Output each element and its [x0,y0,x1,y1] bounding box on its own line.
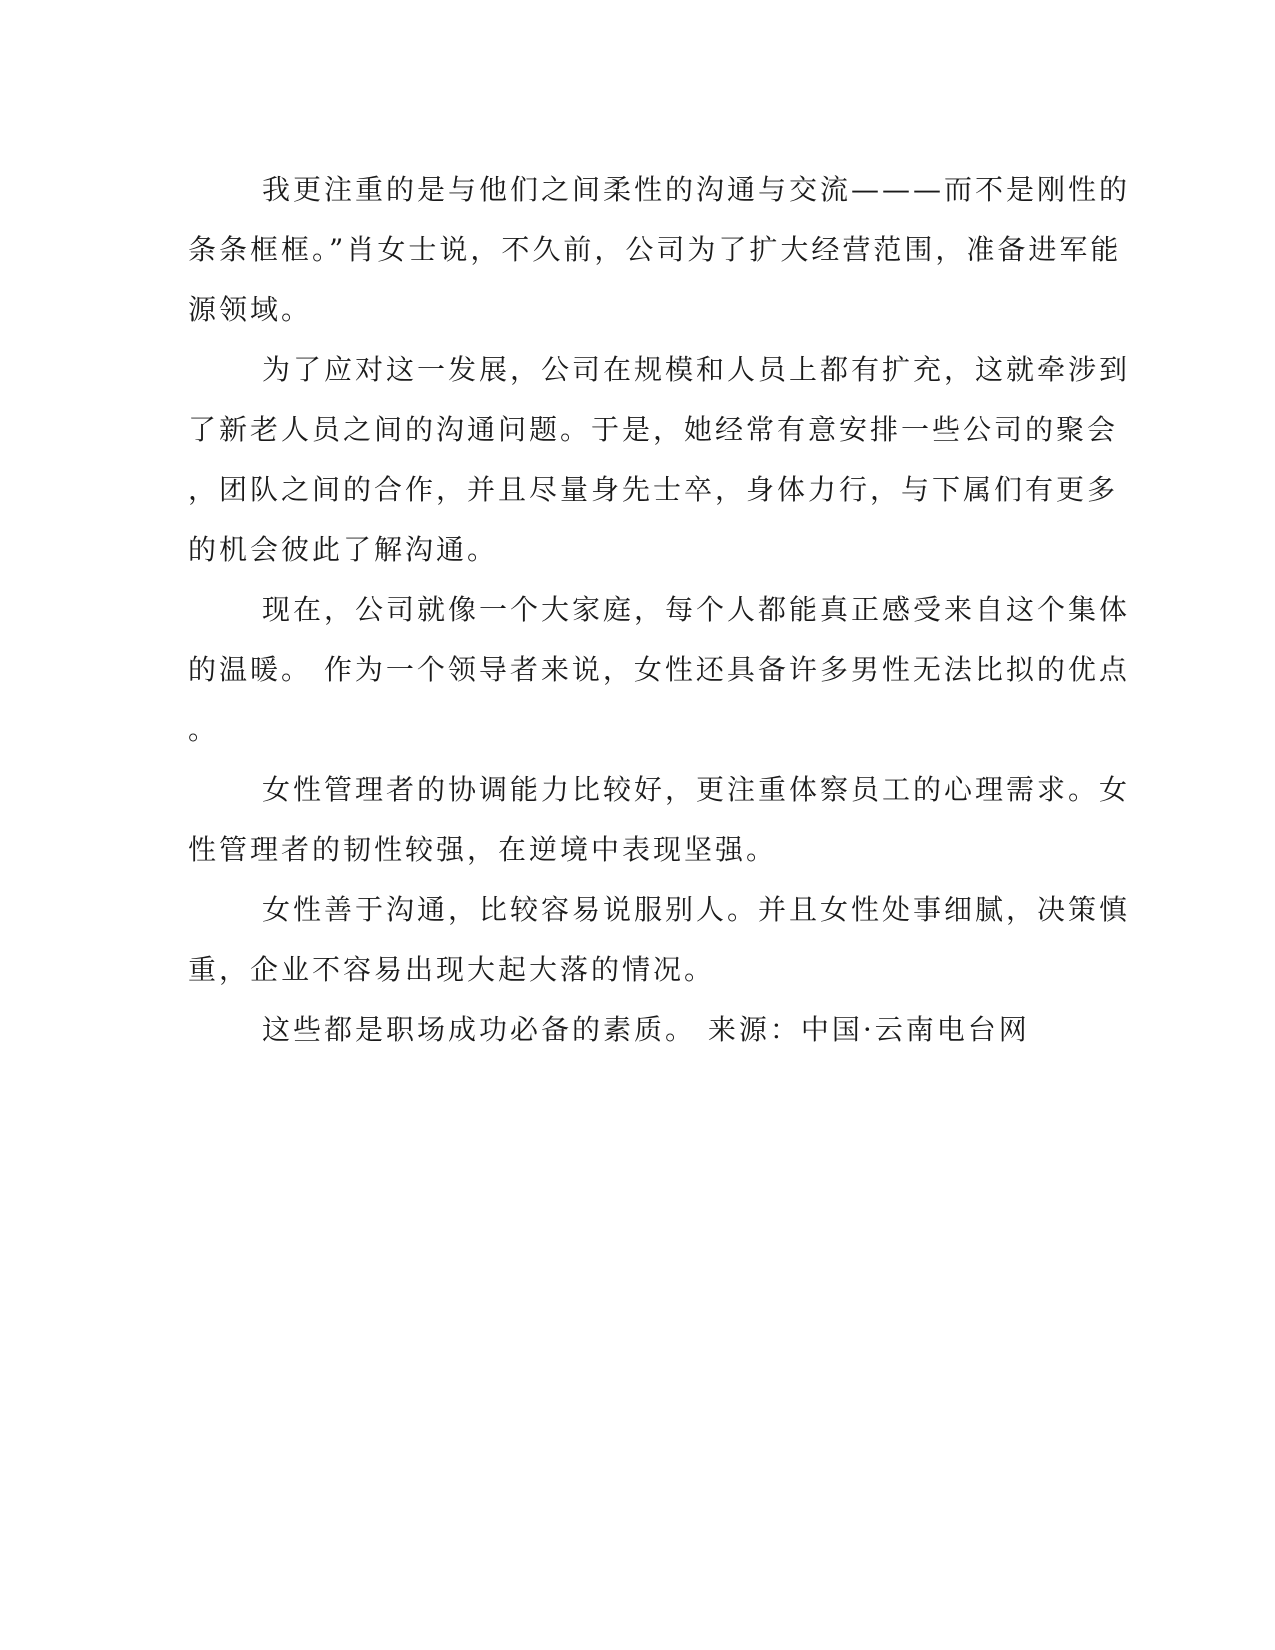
paragraph-2-line-1: 为了应对这一发展，公司在规模和人员上都有扩充，这就牵涉到 [262,353,1131,386]
paragraph-3-line-1: 现在，公司就像一个大家庭，每个人都能真正感受来自这个集体 [262,593,1131,626]
paragraph-1-line-3: 源领域。 [188,293,313,326]
paragraph-1-line-1: 我更注重的是与他们之间柔性的沟通与交流———而不是刚性的 [262,173,1131,206]
body-text [188,160,1131,1060]
paragraph-2-line-4: 的机会彼此了解沟通。 [188,533,499,566]
paragraph-4-line-2: 性管理者的韧性较强，在逆境中表现坚强。 [188,833,778,866]
paragraph-3-line-2: 的温暖。 作为一个领导者来说，女性还具备许多男性无法比拟的优点 [188,653,1130,686]
paragraph-3-line-3: 。 [188,713,220,746]
paragraph-2-line-3: ，团队之间的合作，并且尽量身先士卒，身体力行，与下属们有更多 [188,473,1119,506]
paragraph-5-line-2: 重，企业不容易出现大起大落的情况。 [188,953,716,986]
paragraph-6-line-1: 这些都是职场成功必备的素质。 来源：中国·云南电台网 [262,1013,1030,1046]
paragraph-1-line-2: 条条框框。”肖女士说，不久前，公司为了扩大经营范围，准备进军能 [188,233,1122,266]
paragraph-5-line-1: 女性善于沟通，比较容易说服别人。并且女性处事细腻，决策慎 [262,893,1131,926]
paragraph-4-line-1: 女性管理者的协调能力比较好，更注重体察员工的心理需求。女 [262,773,1131,806]
paragraph-2-line-2: 了新老人员之间的沟通问题。于是，她经常有意安排一些公司的聚会 [188,413,1119,446]
